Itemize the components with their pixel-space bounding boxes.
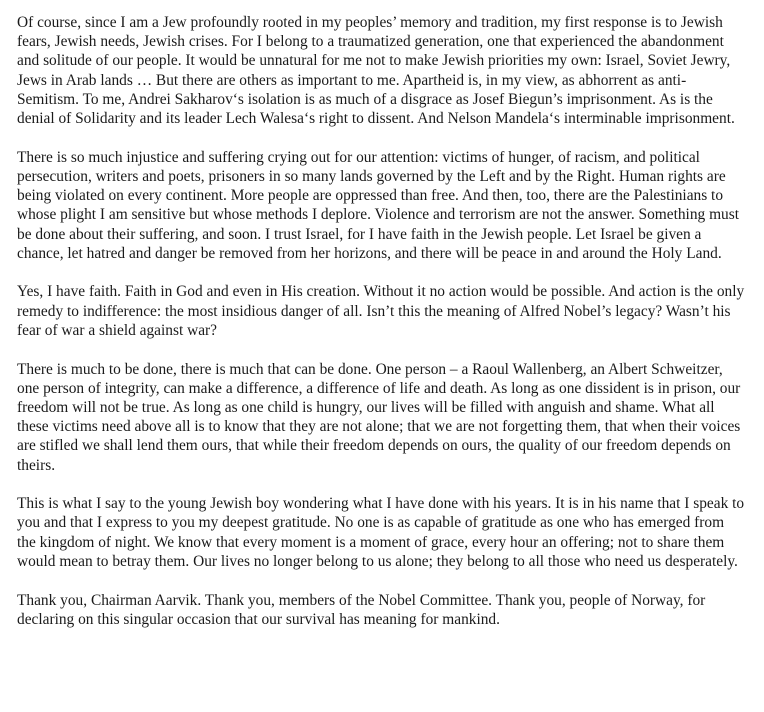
paragraph-1: Of course, since I am a Jew profoundly rooted in my peoples’ memory and tradition, my first response is to Jewish fears, Jewish needs, Jewish crises. For I belong to a traumatized generation, one that experienced the abandonment and solitude of our people. It would be unnatural for me not to make Jewish priorities my own: Israel, Soviet Jewry, Jews in Arab lands … But there are others as important to me. Apartheid is, in my view, as abhorrent as anti-Semitism. To me, Andrei Sakharov‘s isolation is as much of a disgrace as Josef Biegun’s imprisonment. As is the denial of Solidarity and its leader Lech Walesa‘s right to dissent. And Nelson Mandela‘s interminable imprisonment. <box>17 14 735 128</box>
paragraph-5: This is what I say to the young Jewish boy wondering what I have done with his years. It is in his name that I speak to you and that I express to you my deepest gratitude. No one is as capable of gratitude as one who has emerged from the kingdom of night. We know that every moment is a moment of grace, every hour an offering; not to share them would mean to betray them. Our lives no longer belong to us alone; they belong to all those who need us desperately. <box>17 495 745 570</box>
paragraph-4: There is much to be done, there is much that can be done. One person – a Raoul Wallenberg, an Albert Schweitzer, one person of integrity, can make a difference, a difference of life and death. As long as one dissident is in prison, our freedom will not be true. As long as one child is hungry, our lives will be filled with anguish and shame. What all these victims need above all is to know that they are not alone; that we are not forgetting them, that when their voices are stifled we shall lend them ours, that while their freedom depends on ours, the quality of our freedom depends on theirs. <box>17 360 741 474</box>
document-body <box>17 13 745 629</box>
paragraph-3: Yes, I have faith. Faith in God and even in His creation. Without it no action would be possible. And action is the only remedy to indifference: the most insidious danger of all. Isn’t this the meaning of Alfred Nobel’s legacy? Wasn’t his fear of war a shield against war? <box>17 283 745 339</box>
paragraph-2: There is so much injustice and suffering crying out for our attention: victims of hunger, of racism, and political persecution, writers and poets, prisoners in so many lands governed by the Left and by the Right. Human rights are being violated on every continent. More people are oppressed than free. And then, too, there are the Palestinians to whose plight I am sensitive but whose methods I deplore. Violence and terrorism are not the answer. Something must be done about their suffering, and soon. I trust Israel, for I have faith in the Jewish people. Let Israel be given a chance, let hatred and danger be removed from her horizons, and there will be peace in and around the Holy Land. <box>17 148 740 262</box>
paragraph-6: Thank you, Chairman Aarvik. Thank you, members of the Nobel Committee. Thank you, people of Norway, for declaring on this singular occasion that our survival has meaning for mankind. <box>17 591 706 628</box>
